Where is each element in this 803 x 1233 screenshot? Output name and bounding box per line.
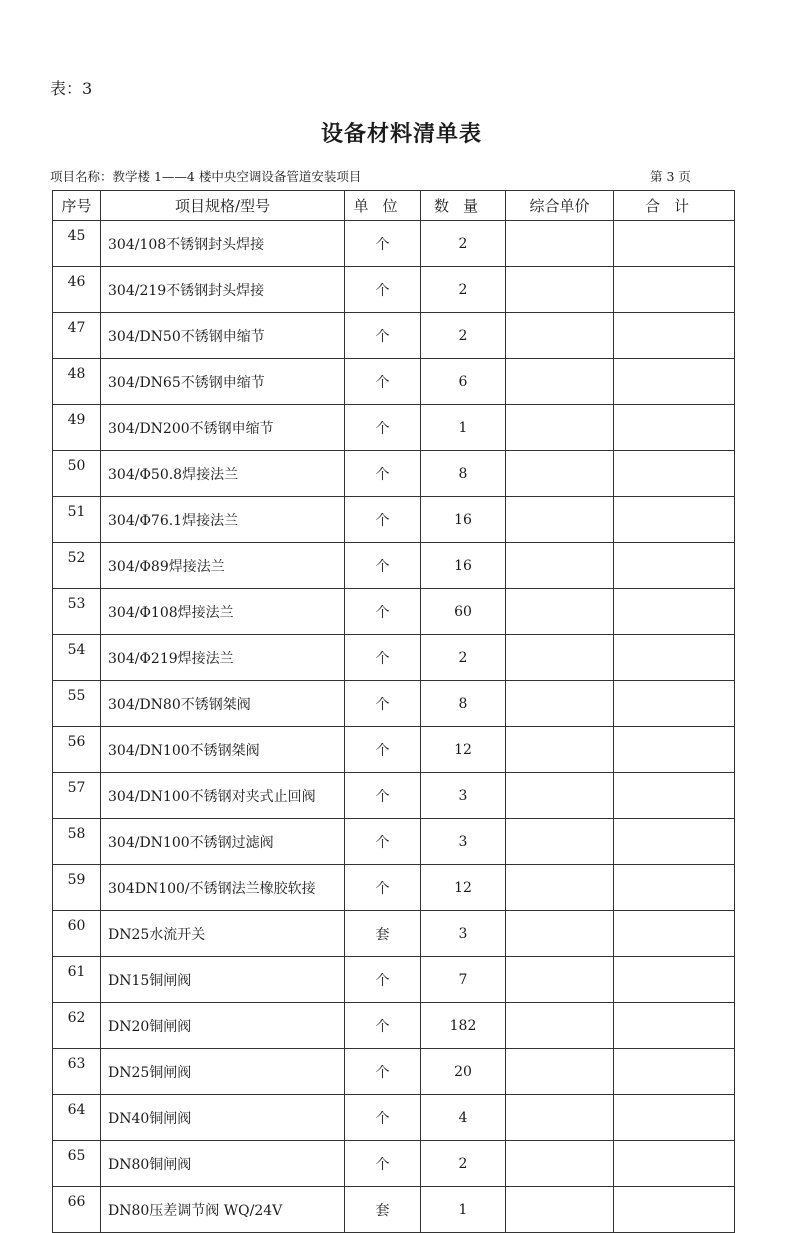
column-header-spec: 项目规格/型号 (101, 191, 345, 221)
row-seq: 49 (53, 405, 101, 451)
row-total (614, 313, 735, 359)
row-total (614, 267, 735, 313)
row-unit: 个 (345, 313, 421, 359)
row-unit-price (506, 1187, 614, 1233)
page-number: 第 3 页 (650, 169, 691, 184)
row-unit: 个 (345, 727, 421, 773)
project-name: 项目名称：教学楼 1——4 楼中央空调设备管道安装项目 (50, 169, 362, 184)
row-unit: 个 (345, 865, 421, 911)
row-seq: 47 (53, 313, 101, 359)
row-seq: 65 (53, 1141, 101, 1187)
row-seq: 66 (53, 1187, 101, 1233)
row-unit-price (506, 957, 614, 1003)
row-unit: 个 (345, 405, 421, 451)
row-qty: 12 (421, 727, 506, 773)
row-unit-price (506, 359, 614, 405)
row-spec: 304/Φ76.1焊接法兰 (101, 497, 345, 543)
row-unit-price (506, 1003, 614, 1049)
row-qty: 16 (421, 497, 506, 543)
row-unit-price (506, 911, 614, 957)
row-total (614, 543, 735, 589)
row-unit-price (506, 589, 614, 635)
row-total (614, 405, 735, 451)
column-header-seq: 序号 (53, 191, 101, 221)
table-row (53, 221, 735, 267)
row-seq: 59 (53, 865, 101, 911)
row-spec: 304/108不锈钢封头焊接 (101, 221, 345, 267)
row-spec: 304/DN100不锈钢桀阀 (101, 727, 345, 773)
row-qty: 16 (421, 543, 506, 589)
row-qty: 8 (421, 681, 506, 727)
row-unit: 个 (345, 267, 421, 313)
row-spec: 304/DN100不锈钢对夹式止回阀 (101, 773, 345, 819)
materials-table (52, 190, 735, 1233)
table-header-row (53, 191, 735, 221)
row-spec: 304/Φ50.8焊接法兰 (101, 451, 345, 497)
row-unit-price (506, 681, 614, 727)
row-unit: 个 (345, 773, 421, 819)
row-seq: 57 (53, 773, 101, 819)
row-spec: DN25铜闸阀 (101, 1049, 345, 1095)
row-seq: 46 (53, 267, 101, 313)
row-total (614, 359, 735, 405)
table-row (53, 267, 735, 313)
row-unit: 个 (345, 451, 421, 497)
row-total (614, 819, 735, 865)
row-spec: DN80压差调节阀 WQ/24V (101, 1187, 345, 1233)
table-row (53, 681, 735, 727)
row-spec: DN25水流开关 (101, 911, 345, 957)
row-seq: 54 (53, 635, 101, 681)
row-total (614, 451, 735, 497)
row-qty: 60 (421, 589, 506, 635)
row-total (614, 681, 735, 727)
row-unit-price (506, 635, 614, 681)
table-row (53, 1141, 735, 1187)
row-unit-price (506, 773, 614, 819)
row-total (614, 773, 735, 819)
row-unit: 个 (345, 1095, 421, 1141)
row-unit-price (506, 819, 614, 865)
column-header-unit-price: 综合单价 (506, 191, 614, 221)
row-unit: 个 (345, 957, 421, 1003)
row-total (614, 1187, 735, 1233)
row-seq: 51 (53, 497, 101, 543)
row-qty: 2 (421, 267, 506, 313)
row-unit: 个 (345, 497, 421, 543)
table-row (53, 635, 735, 681)
row-spec: DN15铜闸阀 (101, 957, 345, 1003)
row-seq: 56 (53, 727, 101, 773)
row-unit: 个 (345, 359, 421, 405)
row-unit: 个 (345, 635, 421, 681)
column-header-total: 合计 (614, 191, 735, 221)
table-row (53, 313, 735, 359)
row-unit-price (506, 405, 614, 451)
row-unit: 个 (345, 1049, 421, 1095)
row-seq: 45 (53, 221, 101, 267)
table-row (53, 589, 735, 635)
row-unit-price (506, 865, 614, 911)
row-unit: 个 (345, 1003, 421, 1049)
row-qty: 2 (421, 1141, 506, 1187)
table-number: 表：3 (50, 79, 93, 98)
table-row (53, 1049, 735, 1095)
row-unit: 个 (345, 681, 421, 727)
row-qty: 7 (421, 957, 506, 1003)
row-unit-price (506, 451, 614, 497)
row-unit-price (506, 497, 614, 543)
row-seq: 50 (53, 451, 101, 497)
row-total (614, 635, 735, 681)
row-seq: 52 (53, 543, 101, 589)
row-spec: DN20铜闸阀 (101, 1003, 345, 1049)
table-row (53, 911, 735, 957)
row-seq: 48 (53, 359, 101, 405)
row-unit: 套 (345, 1187, 421, 1233)
row-qty: 1 (421, 405, 506, 451)
table-row (53, 497, 735, 543)
row-qty: 2 (421, 635, 506, 681)
row-qty: 3 (421, 911, 506, 957)
row-seq: 61 (53, 957, 101, 1003)
row-unit: 个 (345, 221, 421, 267)
row-seq: 55 (53, 681, 101, 727)
row-seq: 58 (53, 819, 101, 865)
row-qty: 182 (421, 1003, 506, 1049)
row-total (614, 957, 735, 1003)
table-row (53, 1187, 735, 1233)
row-qty: 3 (421, 819, 506, 865)
row-total (614, 1095, 735, 1141)
row-unit-price (506, 727, 614, 773)
table-row (53, 727, 735, 773)
table-row (53, 1095, 735, 1141)
row-seq: 64 (53, 1095, 101, 1141)
row-spec: 304/219不锈钢封头焊接 (101, 267, 345, 313)
row-qty: 20 (421, 1049, 506, 1095)
row-unit-price (506, 543, 614, 589)
table-row (53, 543, 735, 589)
column-header-qty: 数量 (421, 191, 506, 221)
row-qty: 3 (421, 773, 506, 819)
row-unit-price (506, 1095, 614, 1141)
row-spec: 304/DN100不锈钢过滤阀 (101, 819, 345, 865)
row-unit: 个 (345, 589, 421, 635)
row-spec: 304DN100/不锈钢法兰橡胶软接 (101, 865, 345, 911)
table-row (53, 359, 735, 405)
row-seq: 60 (53, 911, 101, 957)
row-spec: DN40铜闸阀 (101, 1095, 345, 1141)
table-row (53, 1003, 735, 1049)
row-spec: DN80铜闸阀 (101, 1141, 345, 1187)
row-total (614, 497, 735, 543)
document-title: 设备材料清单表 (320, 122, 482, 147)
row-total (614, 911, 735, 957)
row-unit-price (506, 1141, 614, 1187)
row-qty: 8 (421, 451, 506, 497)
table-row (53, 405, 735, 451)
row-spec: 304/Φ89焊接法兰 (101, 543, 345, 589)
row-unit-price (506, 267, 614, 313)
row-unit: 个 (345, 819, 421, 865)
row-unit: 个 (345, 1141, 421, 1187)
row-spec: 304/Φ219焊接法兰 (101, 635, 345, 681)
row-qty: 2 (421, 313, 506, 359)
table-row (53, 819, 735, 865)
row-seq: 53 (53, 589, 101, 635)
row-unit-price (506, 1049, 614, 1095)
row-qty: 1 (421, 1187, 506, 1233)
table-row (53, 957, 735, 1003)
column-header-unit: 单位 (345, 191, 421, 221)
row-total (614, 221, 735, 267)
row-unit-price (506, 221, 614, 267)
table-row (53, 773, 735, 819)
row-qty: 4 (421, 1095, 506, 1141)
row-qty: 12 (421, 865, 506, 911)
row-total (614, 1141, 735, 1187)
row-unit: 套 (345, 911, 421, 957)
row-seq: 62 (53, 1003, 101, 1049)
row-qty: 6 (421, 359, 506, 405)
row-total (614, 865, 735, 911)
row-total (614, 727, 735, 773)
row-spec: 304/DN200不锈钢申缩节 (101, 405, 345, 451)
row-spec: 304/DN50不锈钢申缩节 (101, 313, 345, 359)
row-qty: 2 (421, 221, 506, 267)
row-spec: 304/Φ108焊接法兰 (101, 589, 345, 635)
row-total (614, 589, 735, 635)
row-spec: 304/DN80不锈钢桀阀 (101, 681, 345, 727)
table-row (53, 865, 735, 911)
row-unit: 个 (345, 543, 421, 589)
row-spec: 304/DN65不锈钢申缩节 (101, 359, 345, 405)
table-row (53, 451, 735, 497)
row-total (614, 1003, 735, 1049)
row-seq: 63 (53, 1049, 101, 1095)
row-total (614, 1049, 735, 1095)
row-unit-price (506, 313, 614, 359)
